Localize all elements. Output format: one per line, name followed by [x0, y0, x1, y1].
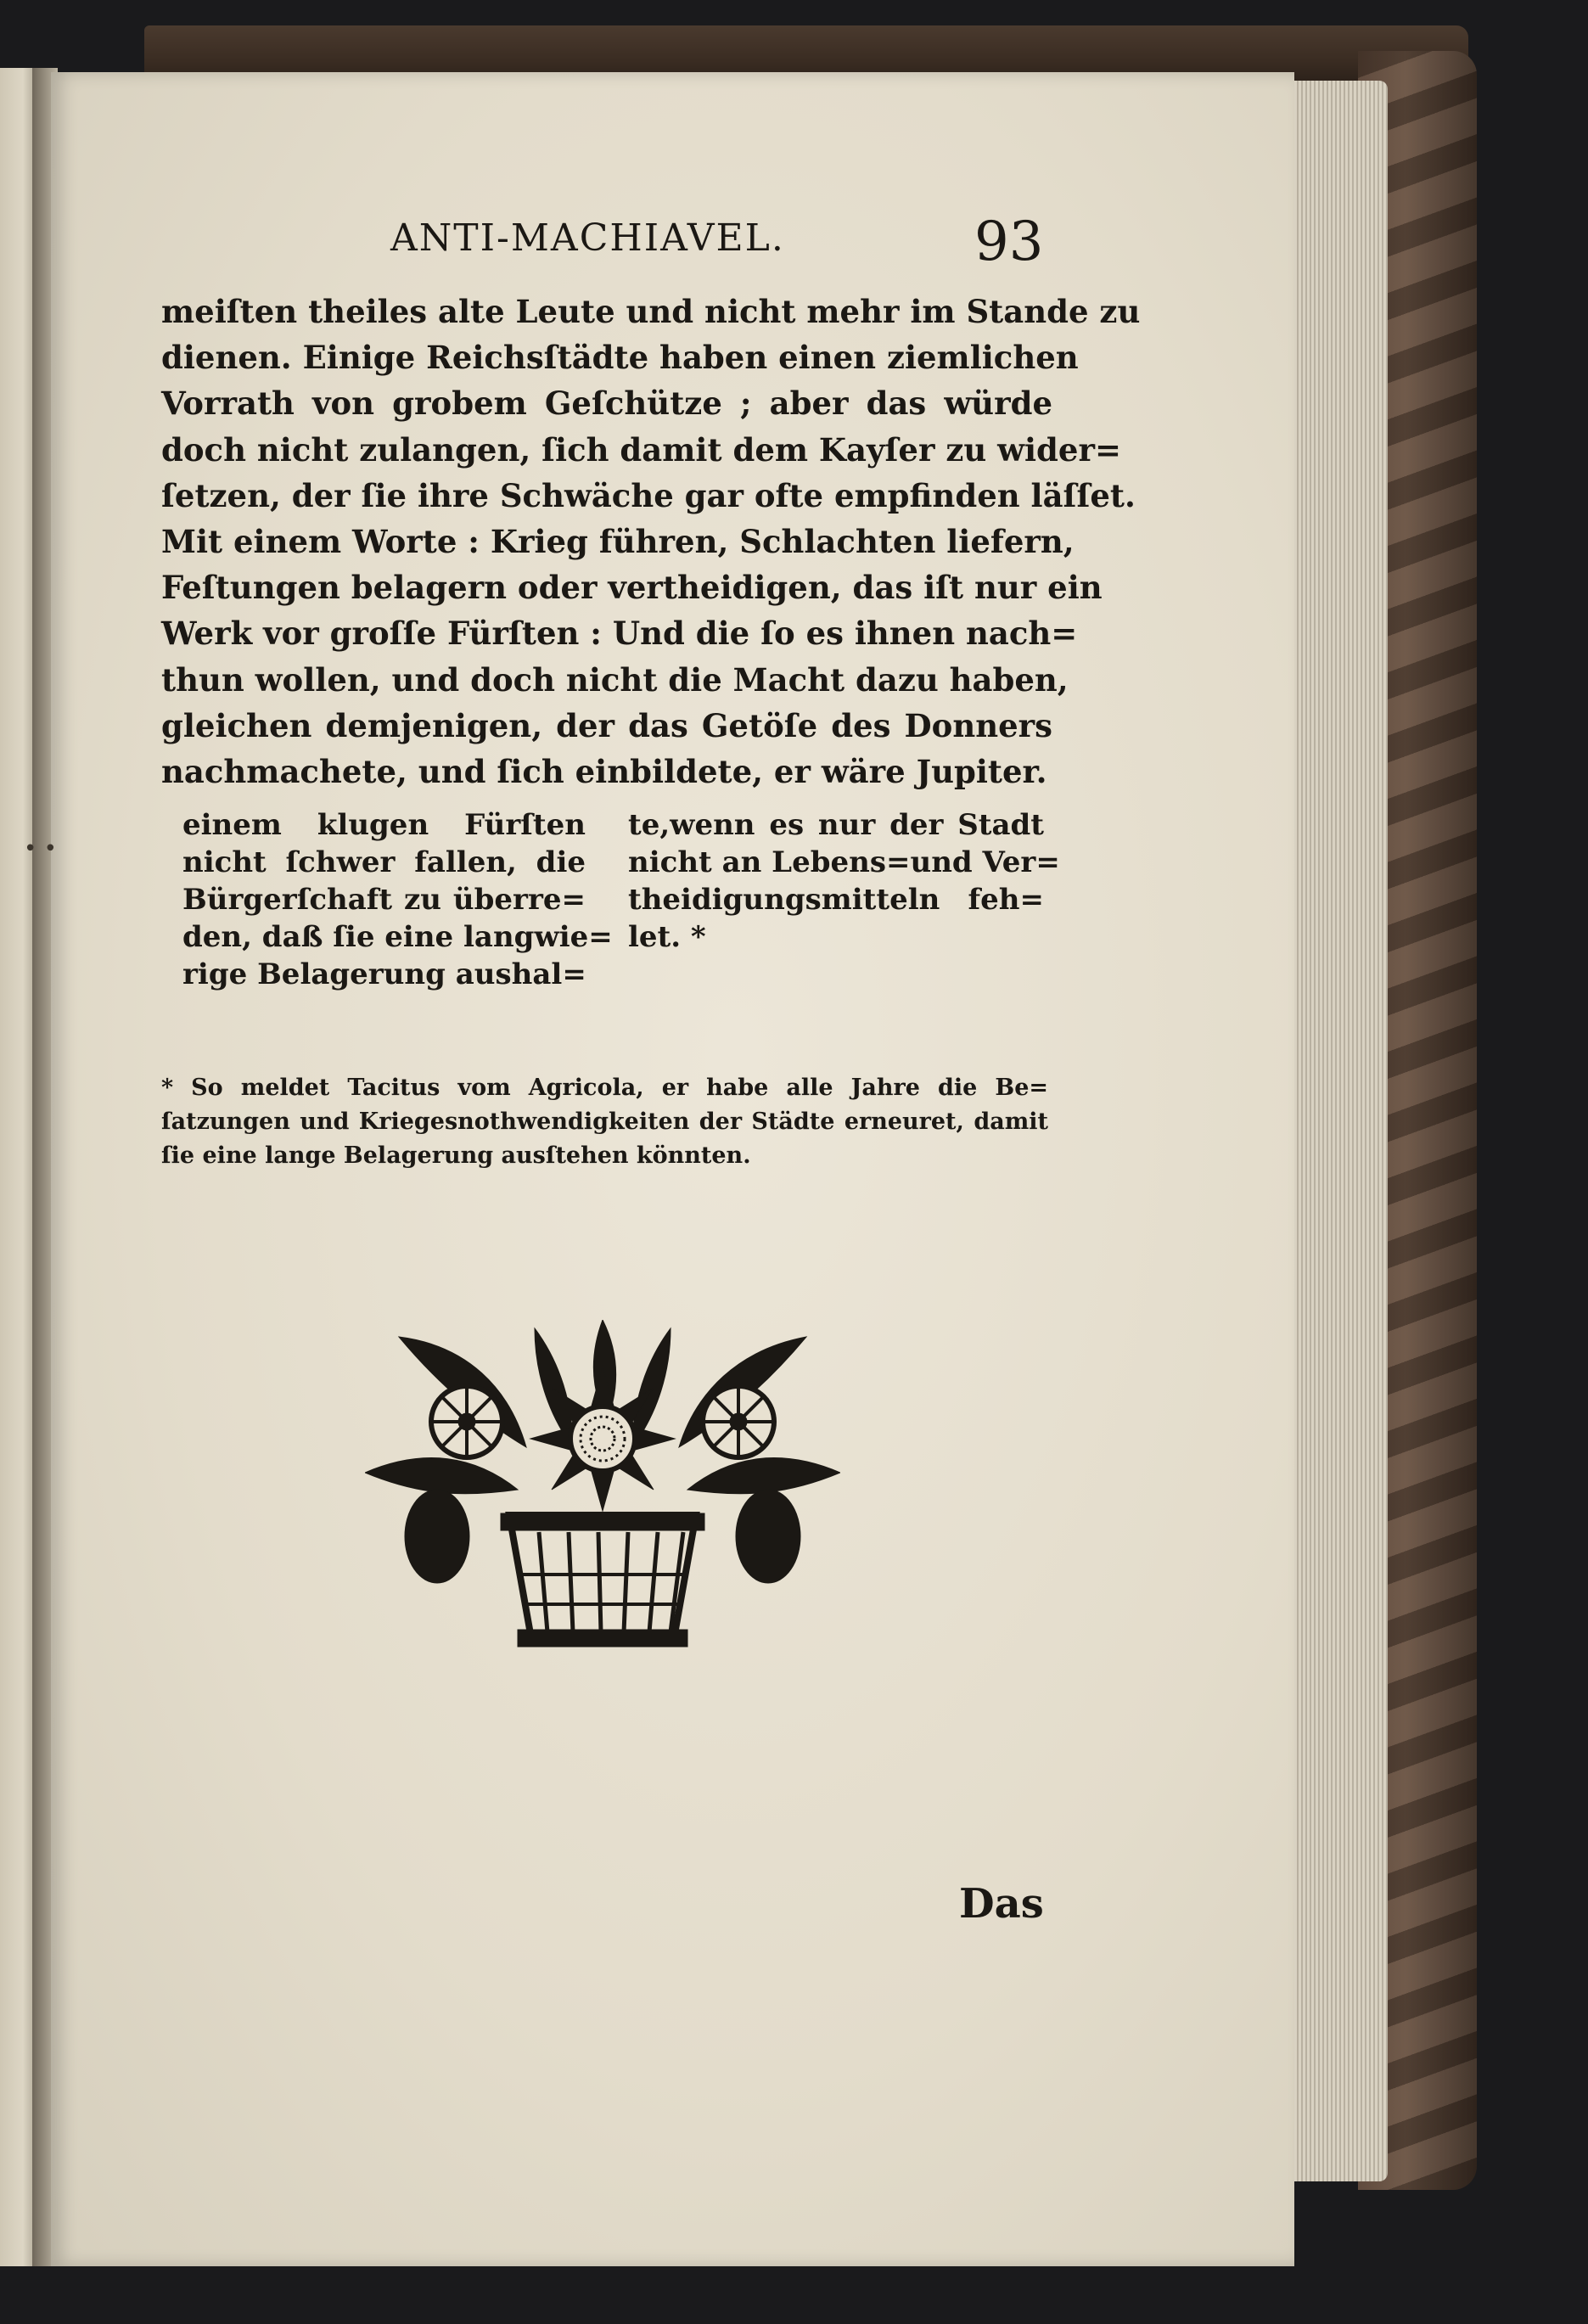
page-edges — [1290, 81, 1388, 2181]
text-line: Feſtungen belagern oder vertheidigen, das iſt nur ein — [161, 569, 1103, 607]
text-line: dienen. Einige Reichsſtädte haben einen ziemlichen — [161, 339, 1079, 377]
column-line: te,wenn es nur der Stadt — [628, 808, 1044, 842]
text-line: ſetzen, der ſie ihre Schwäche gar ofte empfinden läſſet. — [161, 476, 1136, 514]
column-line: Bürgerſchaft zu überre= — [182, 883, 586, 917]
text-line: gleichen demjenigen, der das Getöſe des Donners — [161, 706, 1052, 744]
text-line: Mit einem Worte : Krieg führen, Schlachten liefern, — [161, 523, 1075, 561]
margin-mark: • • — [24, 836, 57, 862]
column-line: rige Belagerung aushal= — [182, 957, 586, 991]
column-line: theidigungsmitteln feh= — [628, 883, 1044, 917]
text-line: meiſten theiles alte Leute und nicht mehr im Stande zu — [161, 293, 1141, 330]
footnote — [161, 1071, 1048, 1173]
column-line: den, daß ſie eine langwie= — [182, 920, 613, 954]
column-line: einem klugen Fürſten — [182, 808, 586, 842]
footnote-line: ſie eine lange Belagerung ausſtehen könnten. — [161, 1142, 751, 1169]
text-line: Werk vor groſſe Fürſten : Und die ſo es ihnen nach= — [161, 615, 1078, 653]
catchword: Das — [959, 1880, 1044, 1928]
flower-basket-ornament — [365, 1320, 840, 1651]
left-column — [182, 806, 613, 993]
right-column — [628, 806, 1060, 956]
column-line: nicht ſchwer fallen, die — [182, 845, 586, 879]
footnote-line: * So meldet Tacitus vom Agricola, er habe alle Jahre die Be= — [161, 1075, 1048, 1101]
main-text — [161, 289, 1141, 794]
column-line: nicht an Lebens=und Ver= — [628, 845, 1060, 879]
column-line: let. * — [628, 920, 706, 954]
page-number: 93 — [974, 211, 1044, 273]
footnote-line: ſatzungen und Kriegesnothwendigkeiten der Städte erneuret, damit — [161, 1109, 1048, 1135]
text-line: nachmachete, und ſich einbildete, er wäre Jupiter. — [161, 753, 1047, 791]
text-line: Vorrath von grobem Geſchütze ; aber das würde — [161, 385, 1052, 423]
text-line: doch nicht zulangen, ſich damit dem Kayſer zu wider= — [161, 430, 1121, 469]
running-head: ANTI-MACHIAVEL. — [390, 216, 785, 260]
text-line: thun wollen, und doch nicht die Macht dazu haben, — [161, 660, 1069, 699]
